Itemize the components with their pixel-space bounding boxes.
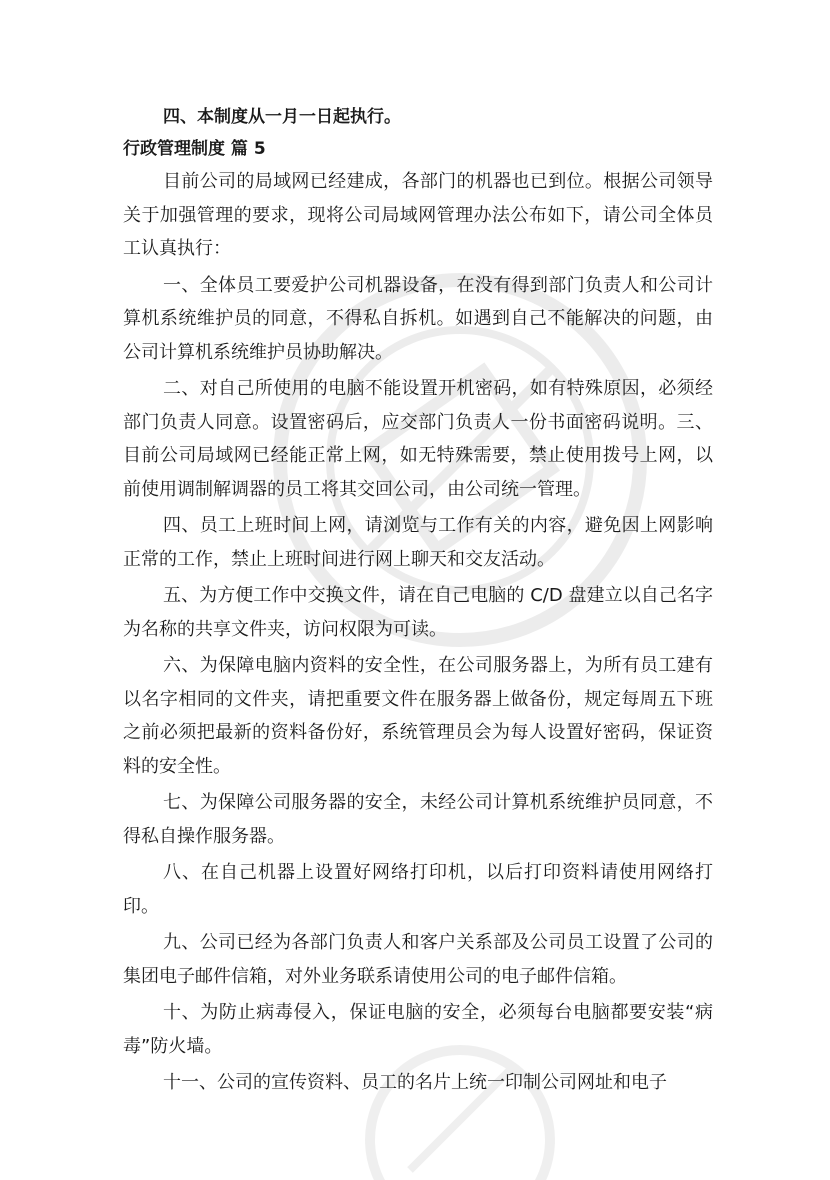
paragraph-clause-4: 四、员工上班时间上网，请浏览与工作有关的内容，避免因上网影响正常的工作，禁止上班时间进行网上聊天和交友活动。 [123,515,713,570]
paragraph-clause-5: 五、为方便工作中交换文件，请在自己电脑的 C/D 盘建立以自己名字为名称的共享文件夹，访问权限为可读。 [123,585,713,640]
section-title: 行政管理制度 篇 5 [123,139,266,159]
paragraph-clause-2-3: 二、对自己所使用的电脑不能设置开机密码，如有特殊原因，必须经部门负责人同意。设置密码后，应交部门负责人一份书面密码说明。三、目前公司局域网已经能正常上网，如无特殊需要，禁止使用拨号上网，以前使用调制解调器的员工将其交回公司，由公司统一管理。 [123,378,713,500]
paragraph-intro: 目前公司的局域网已经建成，各部门的机器也已到位。根据公司领导关于加强管理的要求，现将公司局域网管理办法公布如下，请公司全体员工认真执行： [123,171,713,259]
paragraph-clause-1: 一、全体员工要爱护公司机器设备，在没有得到部门负责人和公司计算机系统维护员的同意，不得私自拆机。如遇到自己不能解决的问题，由公司计算机系统维护员协助解决。 [123,274,713,363]
paragraph-clause-9: 九、公司已经为各部门负责人和客户关系部及公司员工设置了公司的集团电子邮件信箱，对外业务联系请使用公司的电子邮件信箱。 [123,932,713,987]
clause-heading: 四、本制度从一月一日起执行。 [163,107,401,127]
paragraph-clause-10: 十、为防止病毒侵入，保证电脑的安全，必须每台电脑都要安装“病毒”防火墙。 [123,1002,713,1057]
paragraph-clause-6: 六、为保障电脑内资料的安全性，在公司服务器上，为所有员工建有以名字相同的文件夹，请把重要文件在服务器上做备份，规定每周五下班之前必须把最新的资料备份好，系统管理员会为每人设置好密码，保证资料的安全性。 [123,655,713,777]
paragraph-clause-11: 十一、公司的宣传资料、员工的名片上统一印制公司网址和电子 [163,1072,667,1093]
paragraph-clause-8: 八、在自己机器上设置好网络打印机，以后打印资料请使用网络打印。 [123,862,713,917]
document-body [123,101,713,1103]
paragraph-clause-7: 七、为保障公司服务器的安全，未经公司计算机系统维护员同意，不得私自操作服务器。 [123,792,713,847]
